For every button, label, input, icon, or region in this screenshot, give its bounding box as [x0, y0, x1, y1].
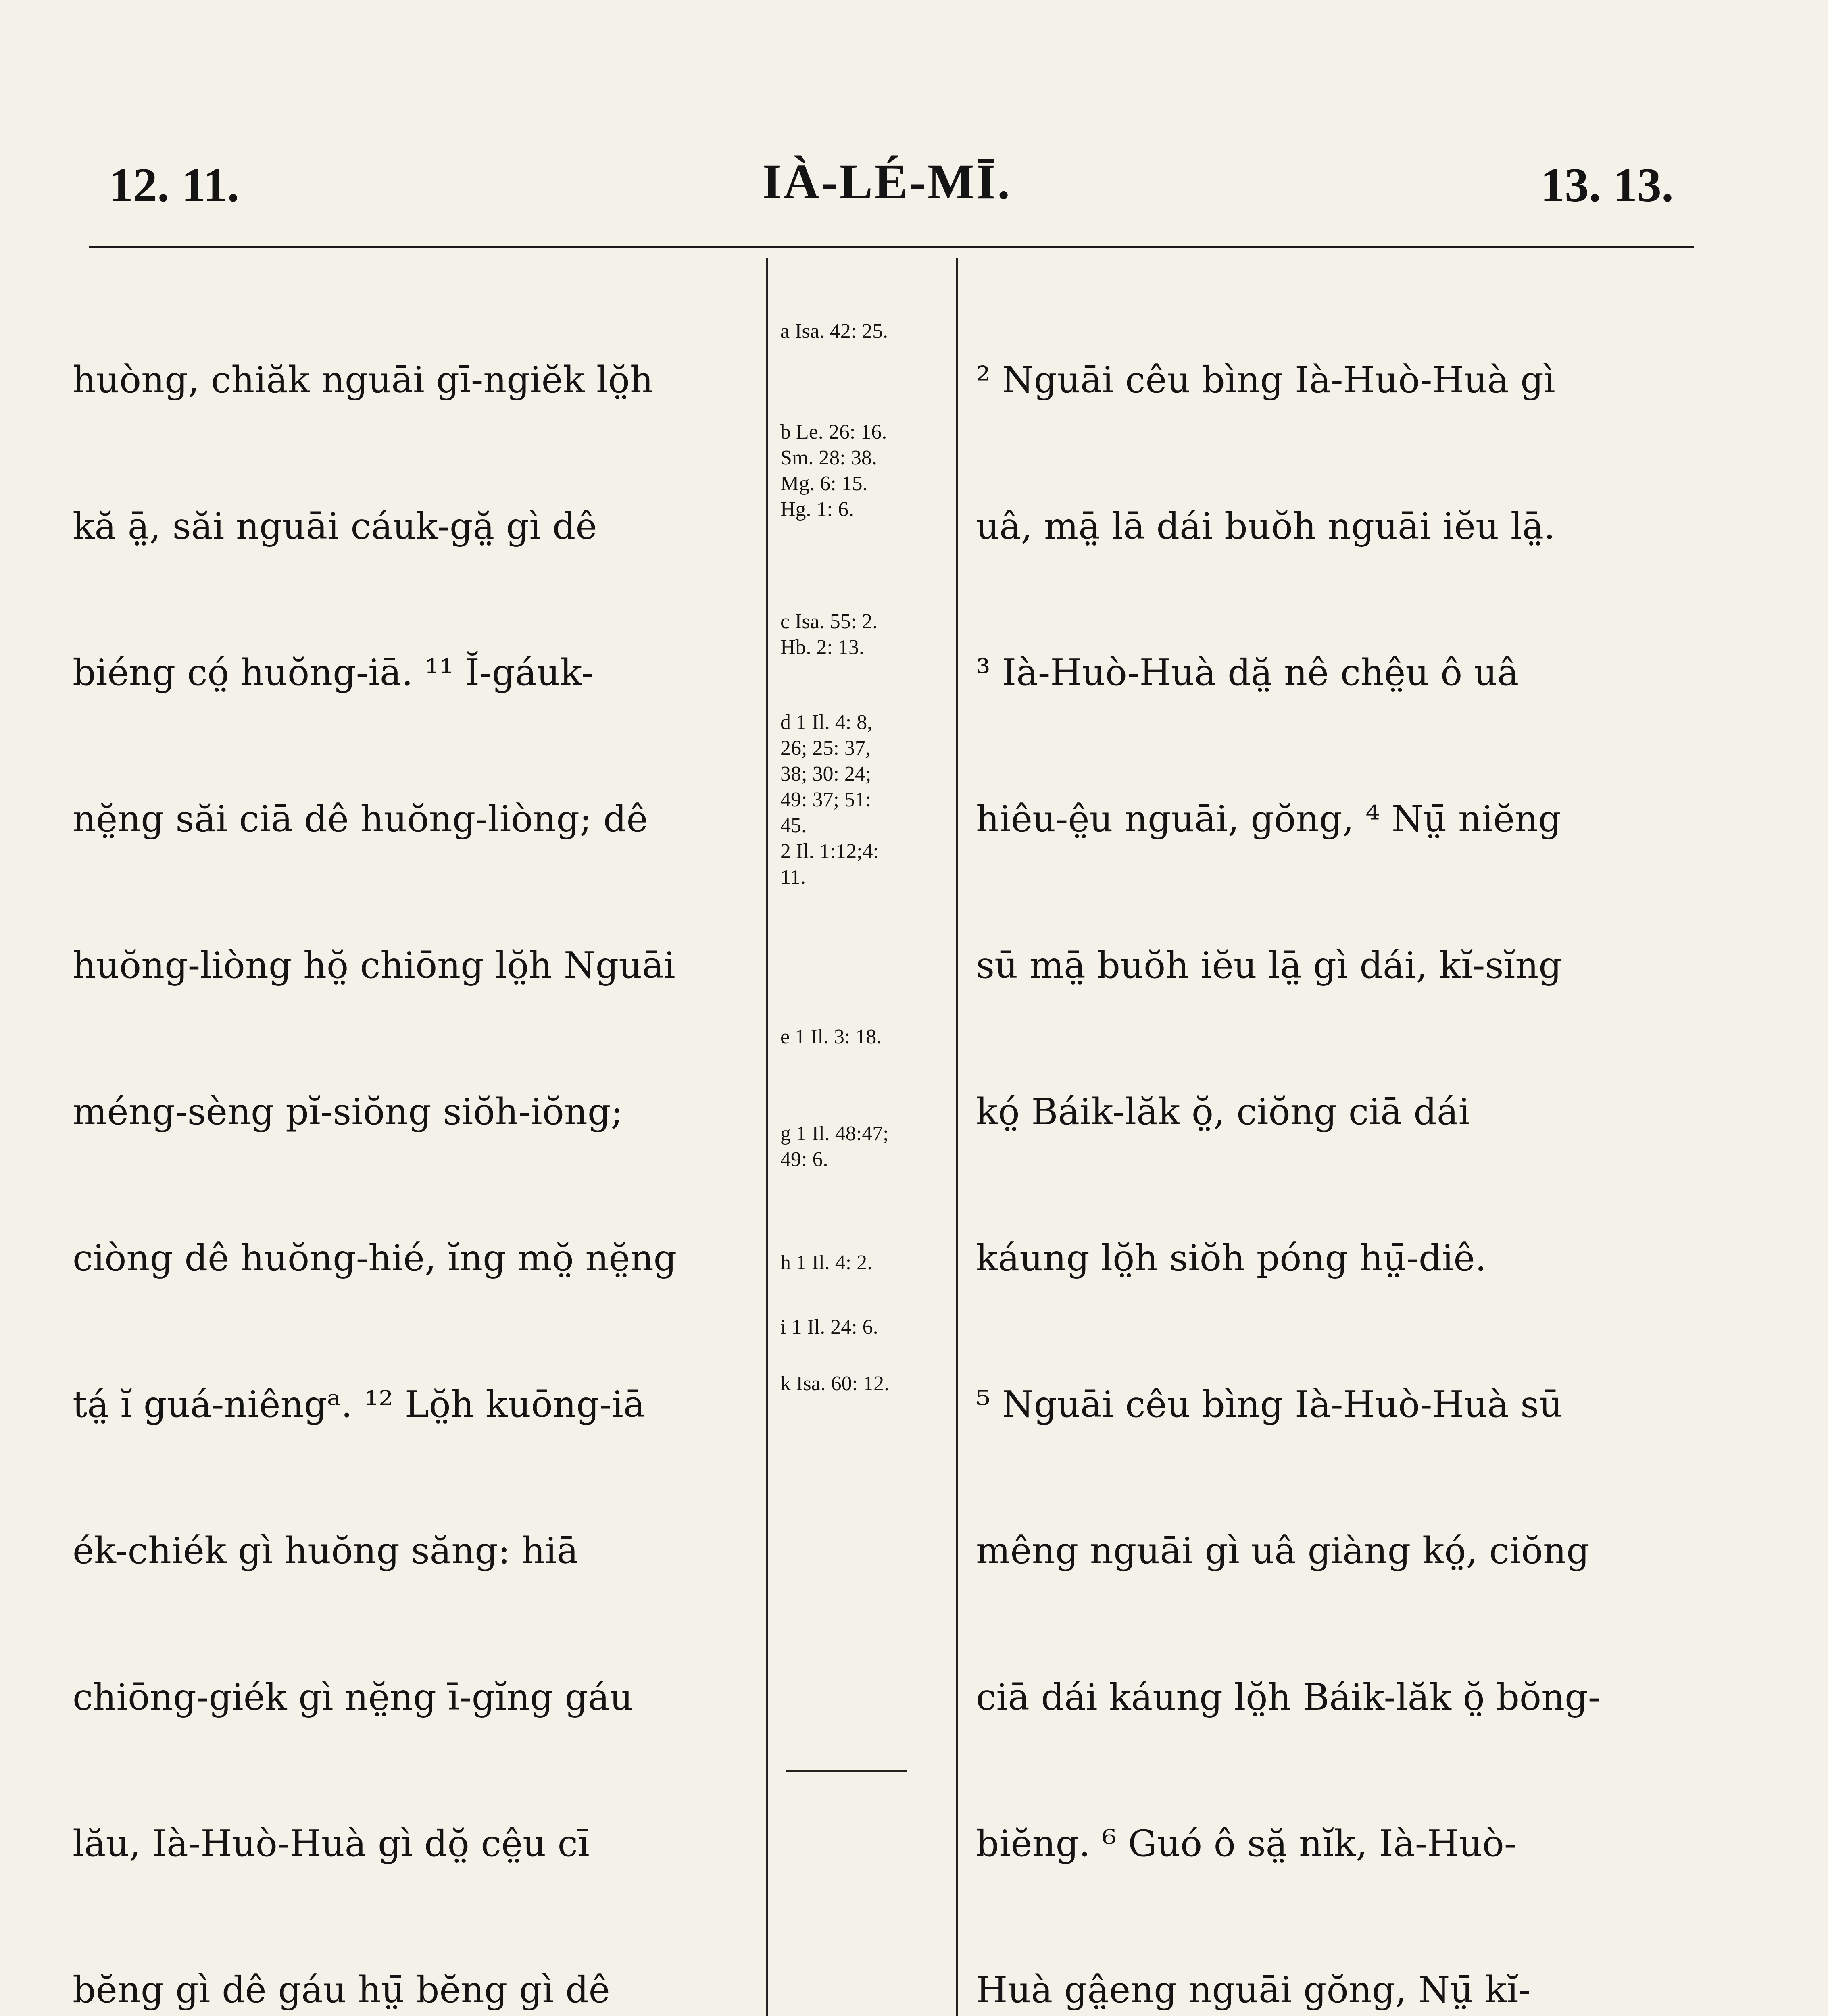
text-line: biéng có̤ huŏng-iā. ¹¹ Ĭ-gáuk-: [73, 652, 594, 694]
header-rule: [89, 246, 1694, 248]
text-line: Huà gâ̤eng nguāi gŏng, Nṳ̄ kĭ-: [976, 1969, 1531, 2011]
text-line: ² Nguāi cêu bìng Ià-Huò-Huà gì: [976, 359, 1555, 401]
text-line: huŏng-liòng hŏ̤ chiōng lŏ̤h Nguāi: [73, 944, 675, 987]
text-line: nĕ̤ng săi ciā dê huŏng-liòng; dê: [73, 798, 648, 840]
margin-reference: c Isa. 55: 2. Hb. 2: 13.: [780, 610, 878, 659]
text-line: ék-chiék gì huŏng săng: hiā: [73, 1530, 579, 1572]
column-divider-right: [956, 258, 958, 2016]
margin-reference: e 1 Il. 3: 18.: [780, 1025, 882, 1048]
margin-reference: g 1 Il. 48:47; 49: 6.: [780, 1122, 889, 1171]
text-line: huòng, chiăk nguāi gī-ngiĕk lŏ̤h: [73, 359, 653, 401]
page-header: [109, 141, 1674, 238]
text-line: sū mā̤ buŏh iĕu lā̤ gì dái, kĭ-sĭng: [976, 944, 1562, 987]
margin-reference: h 1 Il. 4: 2.: [780, 1251, 873, 1274]
text-line: bĕng gì dê gáu hṳ̄ bĕng gì dê: [73, 1969, 610, 2011]
text-line: ⁵ Nguāi cêu bìng Ià-Huò-Huà sū: [976, 1383, 1563, 1426]
margin-reference: k Isa. 60: 12.: [780, 1372, 890, 1395]
margin-reference: i 1 Il. 24: 6.: [780, 1316, 878, 1339]
text-line: mêng nguāi gì uâ giàng kó̤, ciŏng: [976, 1530, 1590, 1572]
book-title: IÀ-LÉ-MĪ.: [762, 154, 1012, 209]
text-line: ³ Ià-Huò-Huà dă̤ nê chê̤u ô uâ: [976, 652, 1519, 694]
text-line: ciòng dê huŏng-hié, ĭng mŏ̤ nĕ̤ng: [73, 1237, 677, 1279]
left-text-column: [73, 258, 758, 2016]
column-divider-left: [766, 258, 768, 2016]
text-line: biĕng. ⁶ Guó ô să̤ nĭk, Ià-Huò-: [976, 1822, 1517, 1865]
text-line: tá̤ ĭ guá-niêngᵃ. ¹² Lŏ̤h kuōng-iā: [73, 1383, 645, 1426]
text-line: uâ, mā̤ lā dái buŏh nguāi iĕu lā̤.: [976, 505, 1555, 548]
right-text-column: [976, 258, 1686, 2016]
margin-reference: a Isa. 42: 25.: [780, 320, 888, 343]
text-line: lău, Ià-Huò-Huà gì dŏ̤ cê̤u cī: [73, 1822, 590, 1865]
chapter-verse-right: 13. 13.: [1540, 158, 1674, 212]
margin-reference: b Le. 26: 16. Sm. 28: 38. Mg. 6: 15. Hg. 1: 6.: [780, 421, 887, 521]
chapter-verse-left: 12. 11.: [109, 158, 240, 212]
text-line: káung lŏ̤h siŏh póng hṳ̄-diê.: [976, 1237, 1487, 1279]
text-line: méng-sèng pĭ-siŏng siŏh-iŏng;: [73, 1091, 623, 1133]
margin-reference: d 1 Il. 4: 8, 26; 25: 37, 38; 30: 24; 49: 37; 51: 45. 2 Il. 1:12;4: 11.: [780, 711, 879, 889]
reference-divider: [786, 1770, 907, 1772]
text-line: ciā dái káung lŏ̤h Báik-lăk ŏ̤ bŏng-: [976, 1676, 1601, 1718]
text-line: hiêu-ê̤u nguāi, gŏng, ⁴ Nṳ̄ niĕng: [976, 798, 1561, 840]
text-line: chiōng-giék gì nĕ̤ng ī-gĭng gáu: [73, 1676, 633, 1718]
text-line: kă ā̤, săi nguāi cáuk-gă̤ gì dê: [73, 505, 597, 548]
text-line: kó̤ Báik-lăk ŏ̤, ciŏng ciā dái: [976, 1091, 1470, 1133]
